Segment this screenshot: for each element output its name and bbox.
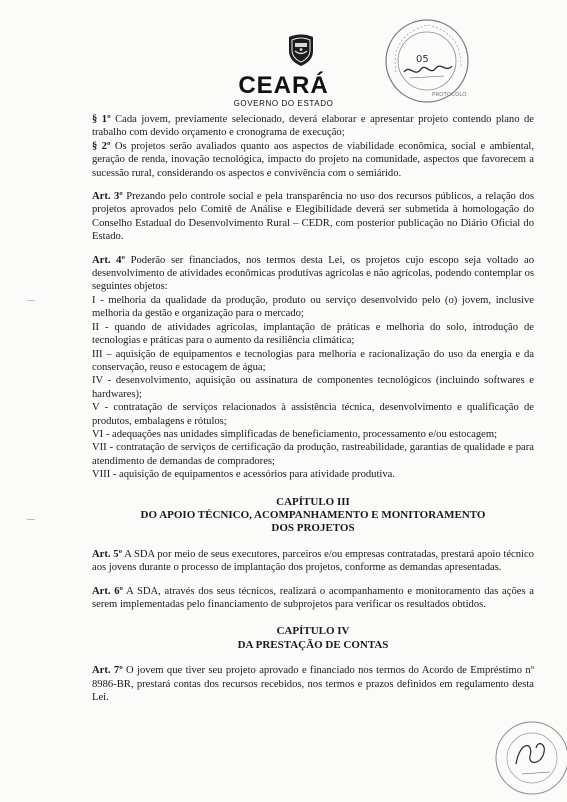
stamp-protocol-label: PROTOCOLO [432, 92, 467, 98]
state-brand-subtitle: GOVERNO DO ESTADO [233, 99, 334, 108]
article-label: Art. 3º [92, 191, 123, 203]
paragraph-1 [92, 113, 534, 140]
article-6 [92, 585, 534, 612]
article-4 [92, 254, 534, 294]
article-7 [92, 664, 534, 704]
chapter-3-title: CAPÍTULO III [276, 495, 350, 508]
list-item: II - quando de atividades agrícolas, implantação de práticas e melhoria do solo, introdução de tecnologias e práticas para o aumento da resiliência climática; [92, 321, 534, 347]
bottom-rubric-stamp-icon [486, 700, 567, 800]
article-5 [92, 548, 534, 575]
chapter-3-subtitle-2: DOS PROJETOS [271, 522, 355, 535]
margin-punch-mark [27, 300, 35, 301]
article-3 [92, 190, 534, 244]
chapter-3-subtitle: DO APOIO TÉCNICO, ACOMPANHAMENTO E MONITORAMENTO [140, 508, 486, 521]
article-text: A SDA por meio de seus executores, parceiros e/ou empresas contratadas, prestará apoio técnico aos jovens durante o processo de implantação dos projetos, conforme as demandas apresentadas. [92, 548, 534, 574]
list-item: III – aquisição de equipamentos e tecnologias para melhoria e racionalização do uso da energia e da conservação, reuso e estocagem de água; [92, 348, 534, 373]
margin-punch-mark [27, 519, 35, 520]
article-text: Prezando pelo controle social e pela transparência no uso dos recursos públicos, a relação dos projetos aprovados pelo Comitê de Análise e Elegibilidade deverá ser submetida à homologação do Conselho Estadual do Desenvolvimento Rural – CEDR, com posterior publicação no Diário Oficial do Estado. [92, 191, 534, 243]
list-item: IV - desenvolvimento, aquisição ou assinatura de componentes tecnológicos (incluindo softwares e hardwares); [92, 375, 534, 400]
list-item: VII - contratação de serviços de certificação da produção, rastreabilidade, garantias de qualidade e para atendimento de demandas de compradores; [92, 442, 534, 467]
paragraph-text: Os projetos serão avaliados quanto aos aspectos de viabilidade econômica, social e ambiental, geração de renda, inovação tecnológica, impacto do projeto na comunidade, aspectos que favorecem a sucessão rural, considerando os aspectos e convivência com o semiárido. [92, 140, 534, 179]
article-label: Art. 6º [92, 585, 124, 597]
document-body [92, 113, 534, 704]
list-item: VIII - aquisição de equipamentos e acessórios para atividade produtiva. [92, 469, 395, 481]
chapter-4-title: CAPÍTULO IV [276, 625, 350, 638]
protocol-stamp-icon [382, 16, 472, 106]
article-label: Art. 4º [92, 254, 125, 266]
list-item: VI - adequações nas unidades simplificadas de beneficiamento, processamento e/ou estocagem; [92, 428, 498, 440]
paragraph-label: § 2º [92, 140, 111, 152]
article-text: O jovem que tiver seu projeto aprovado e financiado nos termos do Acordo de Empréstimo nº 8986-BR, prestará contas dos recursos recebidos, nos termos e prazos definidos em regulamento desta Lei. [92, 665, 534, 704]
article-text: A SDA, através dos seus técnicos, realizará o acompanhamento e monitoramento das ações a serem implementadas pelo financiamento de subprojetos para verificar os resultados obtidos. [92, 585, 534, 610]
article-label: Art. 7º [92, 665, 123, 677]
list-item: V - contratação de serviços relacionados à assistência técnica, desenvolvimento e qualificação de produtos, embalagens e rótulos; [92, 402, 534, 427]
page-header [0, 0, 567, 112]
paragraph-label: § 1º [92, 114, 111, 125]
article-label: Art. 5º [92, 548, 123, 560]
article-text: Poderão ser financiados, nos termos desta Lei, os projetos cujo escopo seja voltado ao desenvolvimento de atividades econômicas produtivas agrícolas e não agrícolas, podendo contemplar os seguintes objetos: [92, 254, 534, 293]
paragraph-2 [92, 140, 534, 180]
stamp-number: 05 [416, 54, 429, 65]
list-item: I - melhoria da qualidade da produção, produto ou serviço desenvolvido pelo (o) jovem, inclusive melhoria da gestão e organização para o mercado; [92, 294, 534, 320]
chapter-4-subtitle: DA PRESTAÇÃO DE CONTAS [237, 638, 389, 651]
paragraph-text: Cada jovem, previamente selecionado, deverá elaborar e apresentar projeto contendo plano de trabalho com devido orçamento e cronograma de execução; [92, 114, 534, 139]
state-coat-of-arms-icon [286, 33, 316, 67]
state-brand-title: CEARÁ [238, 72, 329, 99]
